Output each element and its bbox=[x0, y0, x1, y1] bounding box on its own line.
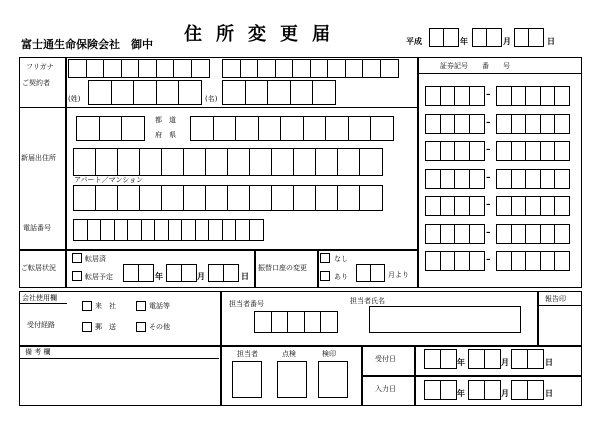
reception-phone-checkbox[interactable] bbox=[136, 301, 146, 311]
policy-dash: – bbox=[486, 172, 491, 183]
seal-underline bbox=[537, 305, 582, 306]
reception-other-label: その他 bbox=[149, 323, 170, 331]
surname-label: (姓) bbox=[68, 95, 81, 103]
planned-label: 転居予定 bbox=[85, 273, 113, 281]
received-month-cells[interactable] bbox=[468, 349, 499, 369]
stamp-approve-label: 検印 bbox=[322, 350, 336, 358]
input-year-unit: 年 bbox=[457, 389, 465, 398]
furigana-given-cells[interactable] bbox=[222, 59, 397, 78]
company-use-label: 会社使用欄 bbox=[22, 294, 57, 302]
input-month-cells[interactable] bbox=[468, 380, 499, 400]
input-date-label: 入力日 bbox=[375, 385, 396, 393]
policy-header-line bbox=[417, 73, 582, 74]
policy-number-cells[interactable] bbox=[496, 224, 569, 244]
reception-other-checkbox[interactable] bbox=[136, 322, 146, 332]
received-day-cells[interactable] bbox=[511, 349, 542, 369]
transfer-year-cells[interactable] bbox=[123, 264, 152, 282]
input-day-unit: 日 bbox=[545, 389, 553, 398]
header-month-box-2[interactable] bbox=[486, 28, 502, 47]
input-month-unit: 月 bbox=[501, 389, 509, 398]
company-use-label-underline bbox=[19, 303, 67, 304]
policy-symbol-cells[interactable] bbox=[425, 141, 483, 161]
apartment-cells[interactable] bbox=[73, 185, 381, 211]
header-day-unit: 日 bbox=[547, 37, 555, 46]
bank-change-label: 振替口座の変更 bbox=[258, 264, 307, 272]
remarks-underline bbox=[19, 358, 219, 359]
stamp-check-box[interactable] bbox=[277, 361, 307, 398]
bank-divider bbox=[254, 249, 256, 288]
policy-symbol-cells[interactable] bbox=[425, 169, 483, 189]
bank-yes-label: あり bbox=[334, 273, 348, 281]
stamp-check-label: 点検 bbox=[282, 350, 296, 358]
prefecture-label-top: 都 道 bbox=[155, 116, 176, 124]
bank-none-checkbox[interactable] bbox=[320, 253, 330, 263]
reception-visit-label: 来 社 bbox=[95, 302, 116, 310]
received-year-cells[interactable] bbox=[424, 349, 455, 369]
moved-checkbox[interactable] bbox=[72, 253, 82, 263]
received-year-unit: 年 bbox=[457, 358, 465, 367]
agent-code-label: 担当者番号 bbox=[229, 300, 264, 308]
surname-cells[interactable] bbox=[88, 80, 201, 105]
new-address-label: 新届出住所 bbox=[21, 154, 56, 162]
planned-checkbox[interactable] bbox=[72, 271, 82, 281]
agent-name-label: 担当者氏名 bbox=[350, 297, 385, 305]
furigana-surname-cells[interactable] bbox=[68, 59, 208, 78]
policy-symbol-cells[interactable] bbox=[425, 196, 483, 216]
transfer-month-cells[interactable] bbox=[166, 264, 195, 282]
policy-number-cells[interactable] bbox=[496, 196, 569, 216]
header-day-box-2[interactable] bbox=[528, 28, 544, 47]
transfer-label: ご転居状況 bbox=[21, 264, 56, 272]
separator-name bbox=[19, 107, 418, 108]
address-cells[interactable] bbox=[73, 148, 381, 176]
policy-dash: – bbox=[486, 90, 491, 100]
transfer-month-unit: 月 bbox=[197, 272, 205, 281]
policy-number-cells[interactable] bbox=[496, 141, 569, 161]
prefecture-label-bottom: 府 県 bbox=[155, 131, 176, 139]
policy-dash: – bbox=[486, 145, 491, 155]
moved-label: 転居済 bbox=[85, 255, 106, 263]
policy-number-cells[interactable] bbox=[496, 114, 569, 134]
contractor-label: ご契約者 bbox=[22, 79, 50, 87]
phone-label: 電話番号 bbox=[23, 224, 51, 232]
label-column-divider bbox=[65, 57, 67, 288]
transfer-year-unit: 年 bbox=[155, 272, 163, 281]
seal-divider bbox=[537, 291, 539, 345]
era-label: 平成 bbox=[406, 37, 422, 46]
furigana-label: フリガナ bbox=[26, 63, 54, 71]
transfer-day-unit: 日 bbox=[241, 272, 249, 281]
header-year-unit: 年 bbox=[460, 37, 468, 46]
remarks-label: 備 考 欄 bbox=[25, 348, 51, 356]
policy-column-divider bbox=[417, 57, 419, 288]
policy-number-cells[interactable] bbox=[496, 86, 569, 106]
policy-symbol-cells[interactable] bbox=[425, 86, 483, 106]
stamp-approve-box[interactable] bbox=[318, 361, 348, 398]
stamp-divider bbox=[220, 345, 222, 406]
policy-dash: – bbox=[486, 117, 491, 128]
reception-label: 受付経路 bbox=[27, 321, 55, 329]
policy-dash: – bbox=[486, 227, 491, 238]
policy-header-label: 証券記号 番 号 bbox=[440, 62, 510, 70]
received-date-label: 受付日 bbox=[375, 355, 396, 363]
stamp-agent-label: 担当者 bbox=[237, 350, 258, 358]
seal-label: 報告印 bbox=[545, 295, 566, 303]
bank-none-label: なし bbox=[334, 255, 348, 263]
header-year-box-2[interactable] bbox=[443, 28, 459, 47]
postal-code-cells[interactable] bbox=[76, 116, 144, 141]
date-row-separator bbox=[361, 375, 582, 377]
given-name-cells[interactable] bbox=[222, 80, 335, 105]
reception-mail-label: 郵 送 bbox=[95, 323, 116, 331]
reception-phone-label: 電話等 bbox=[149, 302, 170, 310]
separator-transfer bbox=[19, 249, 418, 251]
input-year-cells[interactable] bbox=[424, 380, 455, 400]
bank-option-divider bbox=[317, 249, 319, 288]
received-day-unit: 日 bbox=[545, 358, 553, 367]
input-day-cells[interactable] bbox=[511, 380, 542, 400]
header-month-unit: 月 bbox=[503, 37, 511, 46]
policy-dash: – bbox=[486, 255, 491, 265]
stamp-agent-box[interactable] bbox=[232, 361, 262, 398]
reception-mail-checkbox[interactable] bbox=[82, 322, 92, 332]
given-name-label: (名) bbox=[205, 95, 218, 103]
policy-number-cells[interactable] bbox=[496, 251, 569, 271]
apartment-label: アパート／マンション bbox=[74, 176, 144, 184]
bank-month-cells[interactable] bbox=[356, 264, 383, 282]
prefecture-cells[interactable] bbox=[190, 116, 393, 141]
company-name: 富士通生命保険会社 御中 bbox=[21, 38, 153, 51]
policy-symbol-cells[interactable] bbox=[425, 224, 483, 244]
bank-yes-checkbox[interactable] bbox=[320, 271, 330, 281]
phone-cells[interactable] bbox=[73, 219, 262, 241]
policy-dash: – bbox=[486, 200, 491, 210]
policy-symbol-cells[interactable] bbox=[425, 251, 483, 271]
bank-from-month-label: 月より bbox=[388, 271, 409, 279]
form-title: 住所変更届 bbox=[184, 24, 344, 45]
remarks-separator bbox=[19, 345, 582, 347]
agent-divider bbox=[220, 291, 222, 345]
agent-name-field[interactable] bbox=[369, 306, 521, 333]
transfer-day-cells[interactable] bbox=[208, 264, 237, 282]
policy-number-cells[interactable] bbox=[496, 169, 569, 189]
received-month-unit: 月 bbox=[501, 358, 509, 367]
agent-code-cells[interactable] bbox=[254, 311, 337, 333]
policy-symbol-cells[interactable] bbox=[425, 114, 483, 134]
reception-visit-checkbox[interactable] bbox=[82, 301, 92, 311]
